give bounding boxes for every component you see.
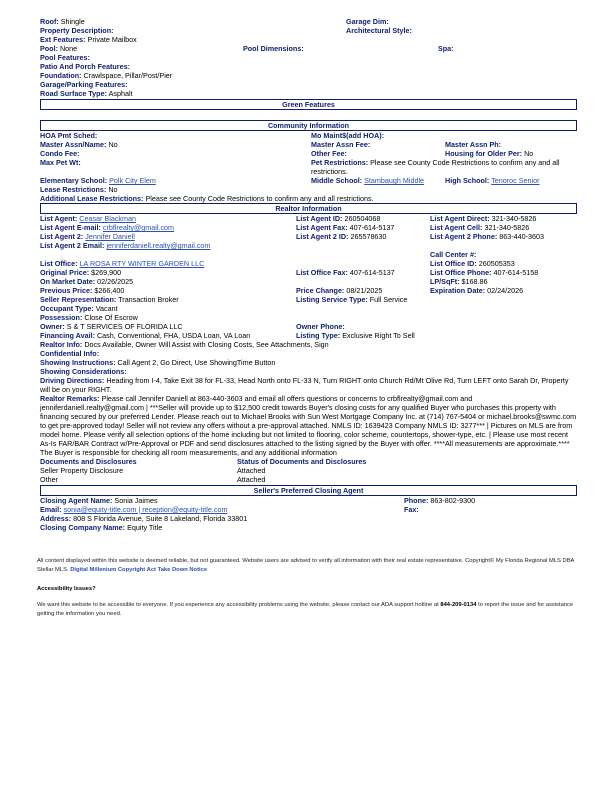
row-list-agent-2-email: List Agent 2 Email: jenniferdaniell.realty@gmail.com xyxy=(40,241,211,250)
row-list-office: List Office: LA ROSA RTY WINTER GARDEN LLC List Office ID: 260505353 xyxy=(40,259,515,268)
listing-sheet xyxy=(40,17,577,532)
row-schools: Elementary School: Polk City Elem Middle School: Stambaugh Middle High School: Tenoroc Senior xyxy=(40,176,540,185)
driving-directions: Driving Directions: Heading from I-4, Take Exit 38 for FL-33, Head North onto FL-33 N, Turn RIGHT onto Church Rd/Mt Olive Rd, Turn LEFT onto Sarah Dr, Property will be on your RIGHT. xyxy=(40,376,569,394)
row-hoa: HOA Pmt Sched: Mo Maint$(add HOA): xyxy=(40,131,385,140)
list-agent-link[interactable]: Ceasar Blackman xyxy=(79,214,136,223)
list-office-link[interactable]: LA ROSA RTY WINTER GARDEN LLC xyxy=(79,259,205,268)
row-showing-instructions: Showing Instructions: Call Agent 2, Go Direct, Use ShowingTime Button xyxy=(40,358,276,367)
row-pool-features: Pool Features: xyxy=(40,53,90,62)
closing-email-link[interactable]: sonia@equity-title.com | reception@equity-title.com xyxy=(63,505,228,514)
row-foundation: Foundation: Crawlspace, Pillar/Post/Pier xyxy=(40,71,173,80)
row-closing-company: Closing Company Name: Equity Title xyxy=(40,523,163,532)
arch-style-label: Architectural Style: xyxy=(346,26,412,35)
row-closing-email: Email: sonia@equity-title.com | reception@equity-title.com Fax: xyxy=(40,505,419,514)
row-master-assn: Master Assn/Name: No Master Assn Fee: Master Assn Ph: xyxy=(40,140,502,149)
elementary-school-link[interactable]: Polk City Elem xyxy=(109,176,156,185)
row-garage-parking: Garage/Parking Features: xyxy=(40,80,128,89)
middle-school-link[interactable]: Stambaugh Middle xyxy=(364,176,425,185)
list-agent-email-link[interactable]: crbflrealty@gmail.com xyxy=(102,223,175,232)
row-showing-considerations: Showing Considerations: xyxy=(40,367,127,376)
realtor-remarks: Realtor Remarks: Please call Jennifer Daniell at 863-440-3603 and email all offers questions or concerns to crbflrealty@gmail.com and jenniferdaniell.realty@gmail.com | ***Seller will provide up to $12,500 credit towards Buyer's closing costs for any qualified Buyer who purchases this property with financing secured by our preferred Lender. Please reach out to Michael Brooks with Sun West Mortgage Company Inc. at (714) 767-5404 or michael.brooks@swmc.com to get pre-approved today! Seller will not review any offers without a pre-approval attached. NMLS ID: 1639423 Company NMLS ID: 3277*** | Pictures on MLS are from model home. Please verify all selection options of the home including but not limited to flooring, color scheme, countertops, shower-type, etc. | Please use most recent As-Is FAR/BAR Contract w/Pre-Approval or PDF and send disclosures attached to the listing signed by the Buyer with offer. ****All measurements are approximate.**** The Buyer is responsible for checking all room measurements, and any additional information xyxy=(40,394,577,457)
row-condo-fee: Condo Fee: Other Fee: Housing for Older Per: No xyxy=(40,149,534,158)
high-school-link[interactable]: Tenoroc Senior xyxy=(491,176,540,185)
row-lease: Lease Restrictions: No xyxy=(40,185,118,194)
row-property-desc: Property Description: Architectural Style: xyxy=(40,26,412,35)
row-previous-price: Previous Price: $266,400 Price Change: 08/21/2025 Expiration Date: 02/24/2026 xyxy=(40,286,524,295)
row-additional-lease: Additional Lease Restrictions: Please see County Code Restrictions to confirm any and all restrictions. xyxy=(40,194,374,203)
row-list-agent-email: List Agent E-mail: crbflrealty@gmail.com List Agent Fax: 407-614-5137 List Agent Cell: 321-340-5826 xyxy=(40,223,530,232)
row-patio: Patio And Porch Features: xyxy=(40,62,130,71)
row-confidential: Confidential Info: xyxy=(40,349,100,358)
accessibility-title: Accessibility Issues? xyxy=(37,586,96,592)
row-list-agent: List Agent: Ceasar Blackman List Agent ID: 260504068 List Agent Direct: 321-340-5826 xyxy=(40,214,537,223)
section-header-realtor: Realtor Information xyxy=(40,203,577,214)
dmca-link[interactable]: Digital Millenium Copyright Act Take Down Notice xyxy=(70,567,208,573)
row-possession: Possession: Close Of Escrow xyxy=(40,313,138,322)
row-financing: Financing Avail: Cash, Conventional, FHA, USDA Loan, VA Loan Listing Type: Exclusive Right To Sell xyxy=(40,331,415,340)
docs-header: Documents and Disclosures Status of Documents and Disclosures xyxy=(40,457,367,466)
row-closing-agent: Closing Agent Name: Sonia Jaimes Phone: 863-802-9300 xyxy=(40,496,476,505)
row-roof: Roof: Shingle Garage Dim: xyxy=(40,17,389,26)
row-road: Road Surface Type: Asphalt xyxy=(40,89,133,98)
list-agent-2-email-link[interactable]: jenniferdaniell.realty@gmail.com xyxy=(106,241,211,250)
pool-dim-label: Pool Dimensions: xyxy=(243,44,304,53)
row-original-price: Original Price: $269,900 List Office Fax: 407-614-5137 List Office Phone: 407-614-5158 xyxy=(40,268,539,277)
row-seller-rep: Seller Representation: Transaction Broker Listing Service Type: Full Service xyxy=(40,295,408,304)
row-pool: Pool: None Pool Dimensions: Spa: xyxy=(40,44,454,53)
row-occupant: Occupant Type: Vacant xyxy=(40,304,118,313)
table-row: Seller Property Disclosure Attached xyxy=(40,466,266,475)
roof-value: Shingle xyxy=(60,17,85,26)
row-ext-features: Ext Features: Private Mailbox xyxy=(40,35,137,44)
section-header-community: Community Information xyxy=(40,120,577,131)
row-owner: Owner: S & T SERVICES OF FLORIDA LLC Owner Phone: xyxy=(40,322,345,331)
list-agent-2-link[interactable]: Jennifer Daniell xyxy=(85,232,135,241)
spa-label: Spa: xyxy=(438,44,454,53)
section-header-closing: Seller's Preferred Closing Agent xyxy=(40,485,577,496)
section-header-green: Green Features xyxy=(40,99,577,110)
row-closing-address: Address: 808 S Florida Avenue, Suite 8 Lakeland, Florida 33801 xyxy=(40,514,248,523)
row-max-pet: Max Pet Wt: Pet Restrictions: Please see County Code Restrictions to confirm any and all restrictions. xyxy=(40,158,560,176)
row-realtor-info: Realtor Info: Docs Available, Owner Will Assist with Closing Costs, See Attachments, Sign xyxy=(40,340,329,349)
row-call-center: Call Center #: xyxy=(430,250,477,259)
garage-dim-label: Garage Dim: xyxy=(346,17,389,26)
accessibility-text: We want this website to be accessible to everyone. If you experience any accessibility problems using the website, please contact our ADA support hotline at 844-209-0134 to report the issue and for assistance getting the information you need. xyxy=(37,602,574,617)
table-row: Other Attached xyxy=(40,475,266,484)
row-on-market: On Market Date: 02/26/2025 LP/SqFt: $168.86 xyxy=(40,277,488,286)
disclaimer: All content displayed within this website is deemed reliable, but not guaranteed. Website users are advised to verify all information with their real estate representative. Copyright© My Florida Regional MLS DBA Stellar MLS. Digital Millenium Copyright Act Take Down Notice xyxy=(37,558,575,573)
row-list-agent-2: List Agent 2: Jennifer Daniell List Agent 2 ID: 265578630 List Agent 2 Phone: 863-440-3603 xyxy=(40,232,544,241)
ada-hotline[interactable]: 844-209-0134 xyxy=(440,602,477,608)
